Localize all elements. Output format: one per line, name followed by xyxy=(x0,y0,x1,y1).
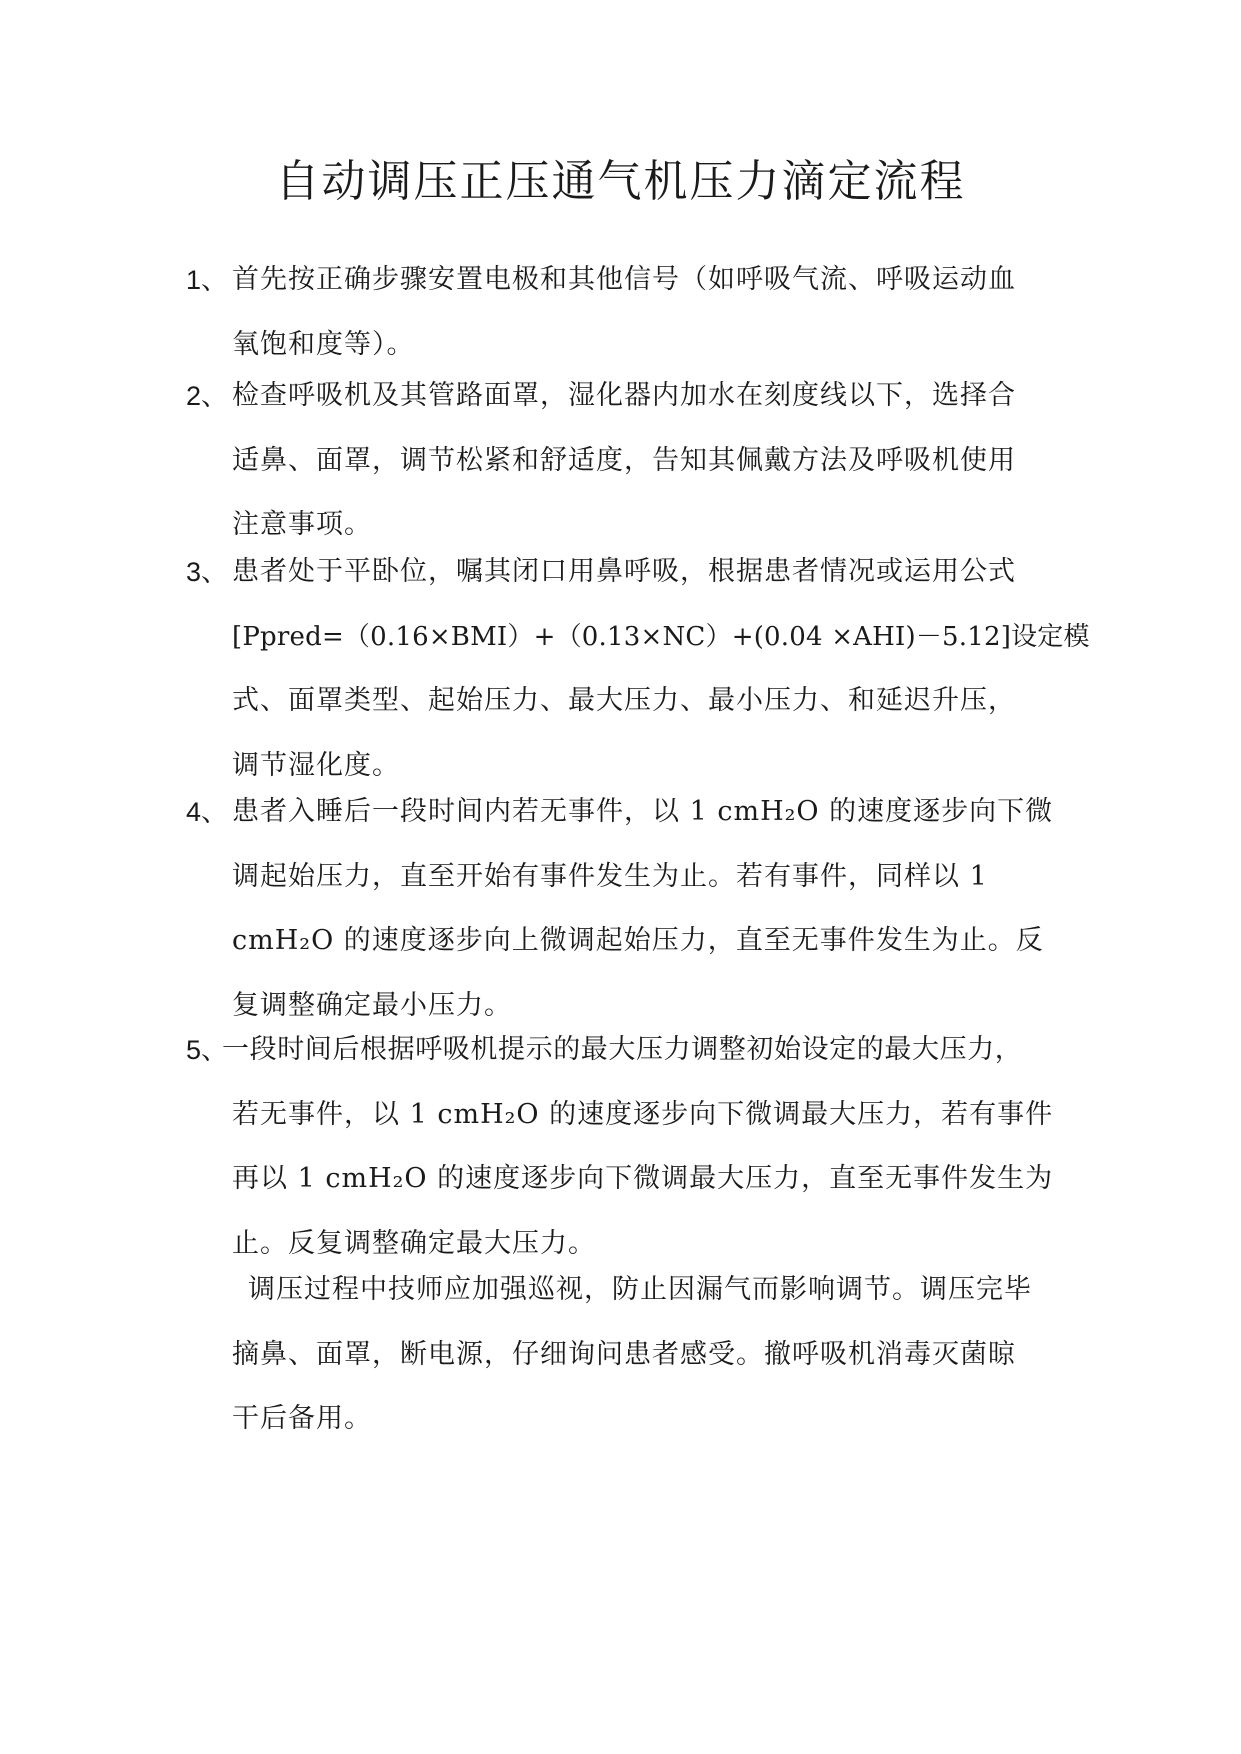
step-text-line: 检查呼吸机及其管路面罩，湿化器内加水在刻度线以下，选择合 xyxy=(232,380,1016,411)
step-text-line: 一段时间后根据呼吸机提示的最大压力调整初始设定的最大压力， xyxy=(222,1034,1023,1065)
step-item-1 xyxy=(186,248,1066,377)
step-item-2 xyxy=(186,364,1066,558)
note-text-line: 调压过程中技师应加强巡视，防止因漏气而影响调节。调压完毕 xyxy=(248,1274,1032,1305)
step-text-line: 患者处于平卧位，嘱其闭口用鼻呼吸，根据患者情况或运用公式 xyxy=(232,556,1016,587)
step-text-line: 若无事件，以 1 cmH₂O 的速度逐步向下微调最大压力，若有事件 xyxy=(232,1098,1054,1130)
step-text-line: cmH₂O 的速度逐步向上微调起始压力，直至无事件发生为止。反 xyxy=(232,925,1044,956)
step-item-4 xyxy=(186,780,1066,1038)
step-text-line: 式、面罩类型、起始压力、最大压力、最小压力、和延迟升压， xyxy=(232,685,1016,716)
step-text-line: 止。反复调整确定最大压力。 xyxy=(232,1227,596,1259)
document-title: 自动调压正压通气机压力滴定流程 xyxy=(275,156,966,207)
step-item-3 xyxy=(186,540,1090,798)
step-item-5 xyxy=(186,1018,1066,1276)
step-number: 5、 xyxy=(186,1035,229,1065)
step-number: 1、 xyxy=(186,265,229,295)
step-text-line: 复调整确定最小压力。 xyxy=(232,989,512,1021)
formula-line: [Ppred=（0.16×BMI）+（0.13×NC）+(0.04 ×AHI)－5.12]设定模 xyxy=(232,621,1090,652)
step-text-line: 适鼻、面罩，调节松紧和舒适度，告知其佩戴方法及呼吸机使用 xyxy=(232,444,1016,476)
step-number: 4、 xyxy=(186,797,229,827)
step-text-line: 注意事项。 xyxy=(232,509,372,540)
step-text-line: 首先按正确步骤安置电极和其他信号（如呼吸气流、呼吸运动血 xyxy=(232,264,1016,295)
step-number: 3、 xyxy=(186,557,229,587)
step-text-line: 再以 1 cmH₂O 的速度逐步向下微调最大压力，直至无事件发生为 xyxy=(232,1163,1054,1194)
note-text-line: 干后备用。 xyxy=(232,1403,372,1434)
step-number: 2、 xyxy=(186,381,229,411)
step-text-line: 氧饱和度等）。 xyxy=(232,328,415,360)
step-text-line: 调起始压力，直至开始有事件发生为止。若有事件，同样以 1 xyxy=(232,860,988,892)
step-text-line: 调节湿化度。 xyxy=(232,749,400,781)
step-text-line: 患者入睡后一段时间内若无事件，以 1 cmH₂O 的速度逐步向下微 xyxy=(232,796,1054,827)
note-text-line: 摘鼻、面罩，断电源，仔细询问患者感受。撤呼吸机消毒灭菌晾 xyxy=(232,1338,1016,1370)
closing-note xyxy=(232,1258,1072,1452)
